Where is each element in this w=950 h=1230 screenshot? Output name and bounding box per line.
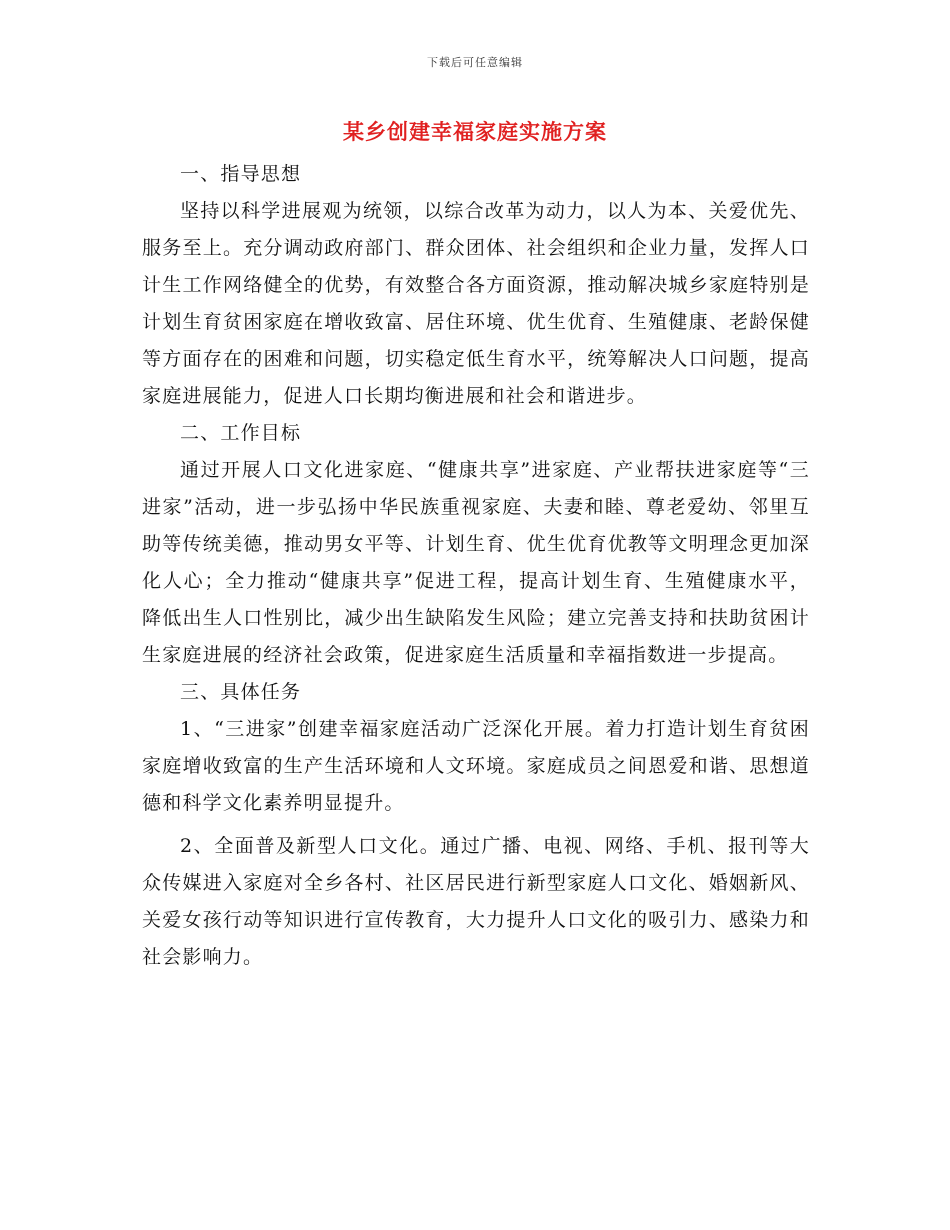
document-title: 某乡创建幸福家庭实施方案 xyxy=(343,119,607,144)
header-note: 下载后可任意编辑 xyxy=(427,56,523,69)
section-body-guiding-ideology: 坚持以科学进展观为统领，以综合改革为动力，以人为本、关爱优先、服务至上。充分调动政府部门、群众团体、社会组织和企业力量，发挥人口计生工作网络健全的优势，有效整合各方面资源，推动解决城乡家庭特别是计划生育贫困家庭在增收致富、居住环境、优生优育、生殖健康、老龄保健等方面存在的困难和问题，切实稳定低生育水平，统筹解决人口问题，提高家庭进展能力，促进人口长期均衡进展和社会和谐进步。 xyxy=(142,200,810,407)
section-body-work-goals: 通过开展人口文化进家庭、“健康共享”进家庭、产业帮扶进家庭等“三进家”活动，进一步弘扬中华民族重视家庭、夫妻和睦、尊老爱幼、邻里互助等传统美德，推动男女平等、计划生育、优生优育优教等文明理念更加深化人心；全力推动“健康共享”促进工程，提高计划生育、生殖健康水平，降低出生人口性别比，减少出生缺陷发生风险；建立完善支持和扶助贫困计生家庭进展的经济社会政策，促进家庭生活质量和幸福指数进一步提高。 xyxy=(142,459,810,666)
section-heading-specific-tasks: 三、具体任务 xyxy=(180,681,302,703)
task-item-2: 2、全面普及新型人口文化。通过广播、电视、网络、手机、报刊等大众传媒进入家庭对全乡各村、社区居民进行新型家庭人口文化、婚姻新风、关爱女孩行动等知识进行宣传教育，大力提升人口文化的吸引力、感染力和社会影响力。 xyxy=(142,835,810,968)
document-body xyxy=(142,156,810,976)
task-item-1: 1、“三进家”创建幸福家庭活动广泛深化开展。着力打造计划生育贫困家庭增收致富的生产生活环境和人文环境。家庭成员之间恩爱和谐、思想道德和科学文化素养明显提升。 xyxy=(142,718,810,814)
section-heading-guiding-ideology: 一、指导思想 xyxy=(180,163,302,185)
section-heading-work-goals: 二、工作目标 xyxy=(180,422,302,444)
